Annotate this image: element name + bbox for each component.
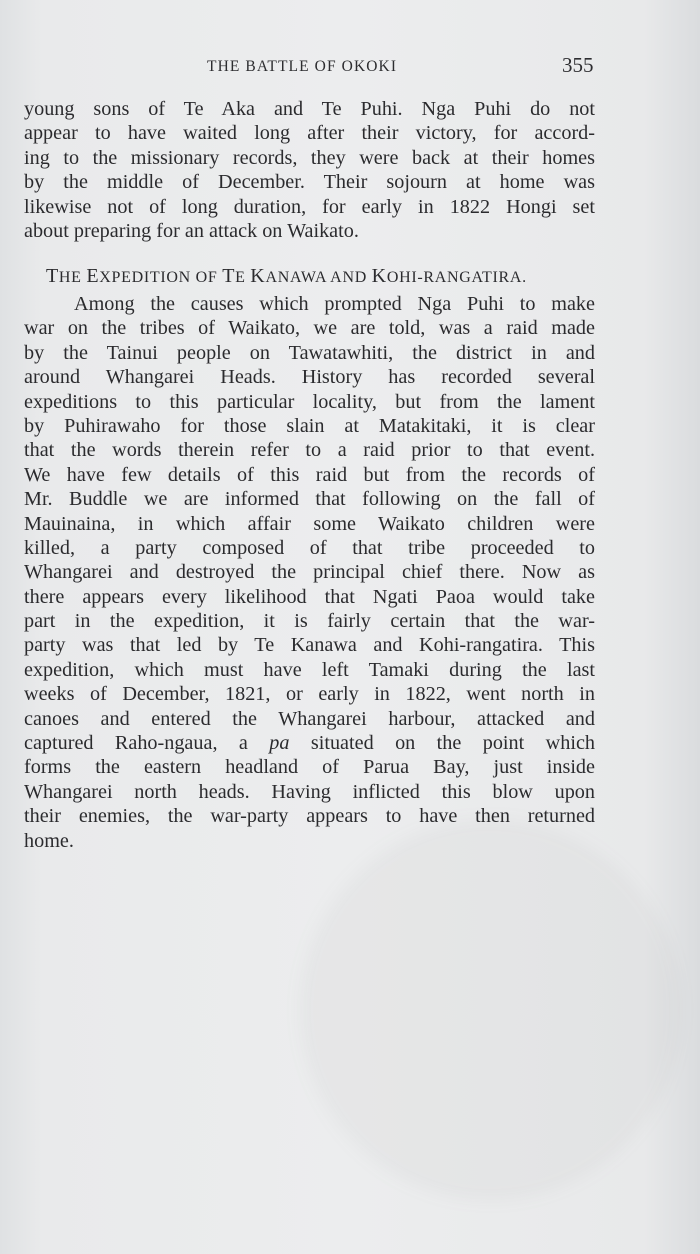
heading-letter: T (46, 265, 59, 287)
heading-letters: ANAWA (265, 269, 327, 286)
text-line: We have few details of this raid but from the records of (24, 463, 595, 486)
heading-letter: A (330, 269, 343, 286)
text-line: Mr. Buddle we are informed that following on the fall of (24, 488, 595, 511)
heading-letters: HE (58, 269, 82, 286)
running-head (0, 53, 700, 80)
text-line: war on the tribes of Waikato, we are told, was a raid made (24, 317, 595, 340)
bleed-through-shadow (300, 820, 680, 1200)
text-line: Whangarei and destroyed the principal chief there. Now as (24, 561, 595, 584)
text-line: about preparing for an attack on Waikato. (24, 219, 359, 242)
heading-letter: K (371, 265, 387, 287)
text-line: around Whangarei Heads. History has recorded several (24, 366, 595, 389)
text-line: forms the eastern headland of Parua Bay, just inside (24, 756, 595, 779)
text-line: by the Tainui people on Tawatawhiti, the district in and (24, 341, 595, 364)
text-line: ing to the missionary records, they were back at their homes (24, 146, 595, 169)
heading-letter: R (423, 269, 435, 286)
text-line: killed, a party composed of that tribe proceeded to (24, 536, 595, 559)
heading-letter: T (222, 265, 236, 287)
page-number: 355 (562, 53, 594, 77)
heading-letter: E (86, 265, 100, 287)
heading-letter: K (250, 265, 266, 287)
text-line: young sons of Te Aka and Te Puhi. Nga Puhi do not (24, 98, 595, 120)
text-line: canoes and entered the Whangarei harbour, attacked and (24, 707, 595, 730)
italic-term: pa (269, 732, 290, 755)
text-line: weeks of December, 1821, or early in 1822, went north in (24, 683, 595, 706)
heading-letters: XPEDITION (99, 269, 191, 286)
heading-letters: ND (342, 269, 367, 286)
section-heading-text: THE EXPEDITION OF TE KANAWA AND KOHI-RANGATIRA. (46, 265, 527, 287)
text-run: situated on the point which (289, 732, 595, 755)
running-title: THE BATTLE OF OKOKI (207, 58, 398, 75)
text-line: that the words therein refer to a raid prior to that event. (24, 439, 595, 462)
text-line: by Puhirawaho for those slain at Matakitaki, it is clear (24, 414, 595, 437)
heading-letters: E (235, 269, 246, 286)
text-line: party was that led by Te Kanawa and Kohi-rangatira. This (24, 634, 595, 657)
heading-letters: ANGATIRA. (434, 269, 527, 286)
heading-letter: O (195, 269, 208, 286)
text-line: Mauinaina, in which affair some Waikato children were (24, 512, 595, 535)
text-line: by the middle of December. Their sojourn at home was (24, 171, 595, 194)
text-line: expeditions to this particular locality, but from the lament (24, 390, 595, 413)
section-heading (46, 265, 527, 288)
paragraph-expedition (24, 292, 595, 853)
heading-letters: F (207, 269, 218, 286)
text-line: there appears every likelihood that Ngati Paoa would take (24, 585, 595, 608)
text-line: expedition, which must have left Tamaki during the last (24, 658, 595, 681)
text-line: part in the expedition, it is fairly certain that the war- (24, 610, 595, 633)
text-line-with-italic (24, 731, 595, 755)
text-line: Whangarei north heads. Having inflicted this blow upon (24, 780, 595, 803)
text-line: home. (24, 829, 74, 852)
text-line: their enemies, the war-party appears to have then returned (24, 805, 595, 828)
heading-letters: OHI (386, 269, 418, 286)
text-line: Among the causes which prompted Nga Puhi to make (74, 293, 595, 315)
text-line: likewise not of long duration, for early in 1822 Hongi set (24, 195, 595, 218)
paragraph-continued (24, 97, 595, 243)
text-line: appear to have waited long after their victory, for accord- (24, 122, 595, 145)
text-run: captured Raho-ngaua, a (24, 732, 270, 755)
